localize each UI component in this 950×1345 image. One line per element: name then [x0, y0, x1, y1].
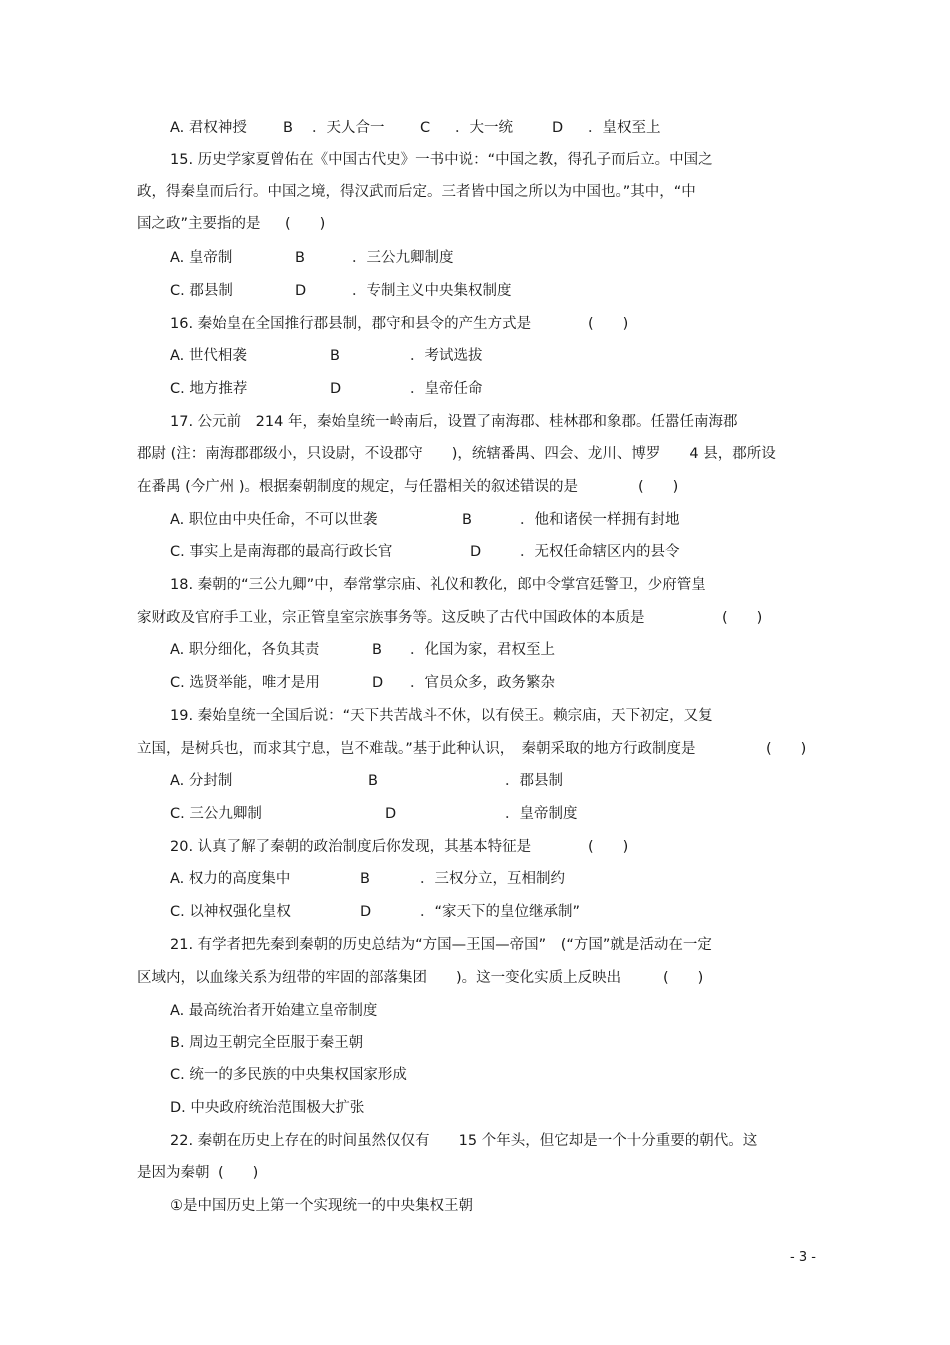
page-number: - 3 - [790, 1250, 816, 1265]
text-line-3-seg-1: 政，得秦皇而后行。中国之境，得汉武而后定。三者皆中国之所以为中国也。”其中，“中 [137, 184, 696, 200]
text-line-30-seg-1: C. 统一的多民族的中央集权国家形成 [170, 1067, 407, 1083]
text-line-27-seg-2: ( ) [663, 970, 704, 986]
text-line-21-seg-3: ．郡县制 [505, 773, 563, 789]
text-line-9-seg-2: D [330, 381, 342, 397]
text-line-12-seg-2: ( ) [638, 479, 679, 495]
text-line-13-seg-3: ．他和诸侯一样拥有封地 [520, 512, 680, 528]
text-line-2-seg-1: 15. 历史学家夏曾佑在《中国古代史》一书中说：“中国之教，得孔子而后立。中国之 [170, 152, 713, 168]
text-line-17-seg-1: A. 职分细化，各负其责 [170, 642, 320, 658]
text-line-5-seg-2: B [295, 250, 305, 266]
text-line-23-seg-1: 20. 认真了解了秦朝的政治制度后你发现，其基本特征是 [170, 839, 532, 855]
text-line-4-seg-1: 国之政”主要指的是 [137, 216, 261, 232]
text-line-21-seg-1: A. 分封制 [170, 773, 233, 789]
text-line-19-seg-1: 19. 秦始皇统一全国后说：“天下共苦战斗不休，以有侯王。赖宗庙，天下初定，又复 [170, 708, 713, 724]
text-line-1-seg-5: ．大一统 [455, 120, 513, 136]
text-line-1-seg-1: A. 君权神授 [170, 120, 247, 136]
text-line-6-seg-2: D [295, 283, 307, 299]
text-line-9-seg-1: C. 地方推荐 [170, 381, 248, 397]
text-line-18-seg-2: D [372, 675, 384, 691]
text-line-24-seg-3: ．三权分立，互相制约 [420, 871, 565, 887]
text-line-1-seg-3: ．天人合一 [312, 120, 385, 136]
text-line-21-seg-2: B [368, 773, 378, 789]
text-line-24-seg-1: A. 权力的高度集中 [170, 871, 291, 887]
text-line-34-seg-1: ①是中国历史上第一个实现统一的中央集权王朝 [170, 1198, 473, 1214]
text-line-14-seg-1: C. 事实上是南海郡的最高行政长官 [170, 544, 393, 560]
text-line-5-seg-1: A. 皇帝制 [170, 250, 233, 266]
text-line-29-seg-1: B. 周边王朝完全臣服于秦王朝 [170, 1035, 364, 1051]
text-line-14-seg-3: ．无权任命辖区内的县令 [520, 544, 680, 560]
text-line-31-seg-1: D. 中央政府统治范围极大扩张 [170, 1100, 365, 1116]
text-line-16-seg-2: ( ) [722, 610, 763, 626]
text-line-8-seg-2: B [330, 348, 340, 364]
text-line-24-seg-2: B [360, 871, 370, 887]
text-line-25-seg-2: D [360, 904, 372, 920]
text-line-6-seg-1: C. 郡县制 [170, 283, 233, 299]
text-line-1-seg-7: ．皇权至上 [588, 120, 661, 136]
text-line-23-seg-2: ( ) [588, 839, 629, 855]
text-line-8-seg-3: ．考试选拔 [410, 348, 483, 364]
text-line-10-seg-1: 17. 公元前 214 年，秦始皇统一岭南后，设置了南海郡、桂林郡和象郡。任嚣任南海郡 [170, 414, 738, 430]
text-line-17-seg-2: B [372, 642, 382, 658]
text-line-7-seg-1: 16. 秦始皇在全国推行郡县制，郡守和县令的产生方式是 [170, 316, 532, 332]
text-line-26-seg-1: 21. 有学者把先秦到秦朝的历史总结为“方国—王国—帝国” (“方国”就是活动在一定 [170, 937, 712, 953]
text-line-33-seg-2: ( ) [218, 1165, 259, 1181]
text-line-27-seg-1: 区域内，以血缘关系为纽带的牢固的部落集团 )。这一变化实质上反映出 [137, 970, 622, 986]
text-line-18-seg-3: ．官员众多，政务繁杂 [410, 675, 555, 691]
text-line-1-seg-6: D [552, 120, 564, 136]
text-line-12-seg-1: 在番禺 (今广州 )。根据秦朝制度的规定，与任嚣相关的叙述错误的是 [137, 479, 579, 495]
text-line-18-seg-1: C. 选贤举能，唯才是用 [170, 675, 320, 691]
text-line-22-seg-3: ．皇帝制度 [505, 806, 578, 822]
text-line-13-seg-1: A. 职位由中央任命，不可以世袭 [170, 512, 378, 528]
text-line-13-seg-2: B [462, 512, 472, 528]
text-line-20-seg-2: ( ) [766, 741, 807, 757]
text-line-8-seg-1: A. 世代相袭 [170, 348, 247, 364]
text-line-5-seg-3: ．三公九卿制度 [352, 250, 454, 266]
text-line-11-seg-1: 郡尉 (注：南海郡郡级小，只设尉，不设郡守 )，统辖番禺、四会、龙川、博罗 4 县，郡所设 [137, 446, 776, 462]
text-line-1-seg-4: C [420, 120, 431, 136]
text-line-7-seg-2: ( ) [588, 316, 629, 332]
text-line-14-seg-2: D [470, 544, 482, 560]
text-line-16-seg-1: 家财政及官府手工业，宗正管皇室宗族事务等。这反映了古代中国政体的本质是 [137, 610, 645, 626]
text-line-15-seg-1: 18. 秦朝的“三公九卿”中，奉常掌宗庙、礼仪和教化，郎中令掌宫廷警卫，少府管皇 [170, 577, 706, 593]
text-line-32-seg-1: 22. 秦朝在历史上存在的时间虽然仅仅有 15 个年头，但它却是一个十分重要的朝代。这 [170, 1133, 758, 1149]
text-line-25-seg-1: C. 以神权强化皇权 [170, 904, 291, 920]
text-line-17-seg-3: ．化国为家，君权至上 [410, 642, 555, 658]
text-line-9-seg-3: ．皇帝任命 [410, 381, 483, 397]
text-line-20-seg-1: 立国，是树兵也，而求其宁息，岂不难哉。”基于此种认识， 秦朝采取的地方行政制度是 [137, 741, 696, 757]
text-line-25-seg-3: ．“家天下的皇位继承制” [420, 904, 581, 920]
text-line-28-seg-1: A. 最高统治者开始建立皇帝制度 [170, 1003, 378, 1019]
text-line-6-seg-3: ．专制主义中央集权制度 [352, 283, 512, 299]
text-line-33-seg-1: 是因为秦朝 [137, 1165, 210, 1181]
text-line-22-seg-1: C. 三公九卿制 [170, 806, 262, 822]
text-line-22-seg-2: D [385, 806, 397, 822]
text-line-1-seg-2: B [283, 120, 293, 136]
text-line-4-seg-2: ( ) [285, 216, 326, 232]
